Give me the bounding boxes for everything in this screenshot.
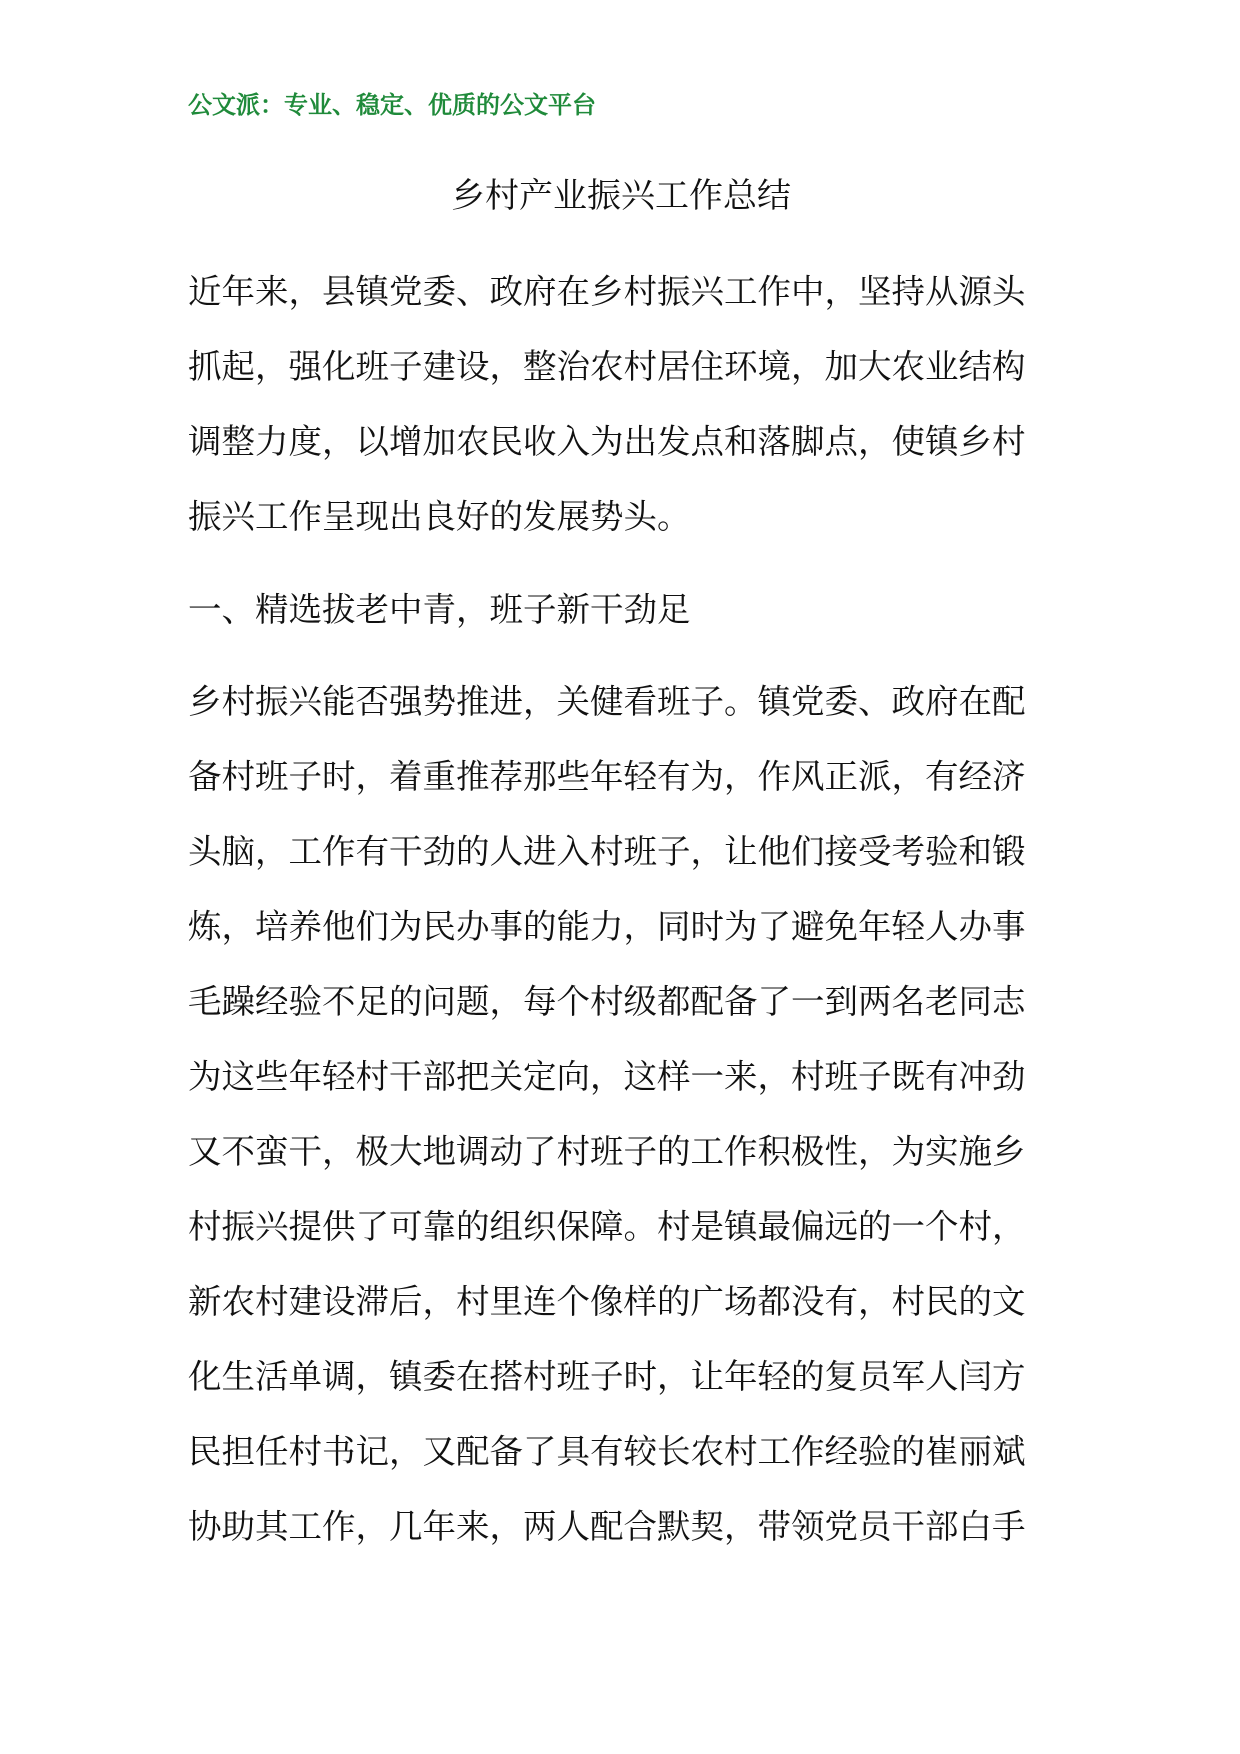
platform-tagline: 公文派：专业、稳定、优质的公文平台 [188, 91, 596, 119]
intro-line: 抓起，强化班子建设，整治农村居住环境，加大农业结构 [188, 347, 1026, 386]
paragraph-line: 又不蛮干，极大地调动了村班子的工作积极性，为实施乡 [188, 1132, 1026, 1171]
intro-paragraph [188, 254, 1054, 554]
section-paragraph [188, 664, 1054, 1564]
intro-line: 振兴工作呈现出良好的发展势头。 [188, 497, 691, 536]
paragraph-line: 协助其工作，几年来，两人配合默契，带领党员干部白手 [188, 1507, 1026, 1546]
paragraph-line: 备村班子时，着重推荐那些年轻有为，作风正派，有经济 [188, 757, 1026, 796]
paragraph-line: 头脑，工作有干劲的人进入村班子，让他们接受考验和锻 [188, 832, 1026, 871]
paragraph-line: 新农村建设滞后，村里连个像样的广场都没有，村民的文 [188, 1282, 1026, 1321]
paragraph-line: 村振兴提供了可靠的组织保障。村是镇最偏远的一个村， [188, 1207, 1026, 1246]
paragraph-line: 毛躁经验不足的问题，每个村级都配备了一到两名老同志 [188, 982, 1026, 1021]
intro-line: 近年来，县镇党委、政府在乡村振兴工作中，坚持从源头 [188, 272, 1026, 311]
section-heading-text: 一、精选拔老中青，班子新干劲足 [188, 590, 691, 629]
paragraph-line: 乡村振兴能否强势推进，关健看班子。镇党委、政府在配 [188, 682, 1026, 721]
paragraph-line: 为这些年轻村干部把关定向，这样一来，村班子既有冲劲 [188, 1057, 1026, 1096]
paragraph-line: 化生活单调，镇委在搭村班子时，让年轻的复员军人闫方 [188, 1357, 1026, 1396]
document-title: 乡村产业振兴工作总结 [451, 176, 791, 216]
paragraph-line: 民担任村书记，又配备了具有较长农村工作经验的崔丽斌 [188, 1432, 1026, 1471]
section-heading [188, 572, 1054, 647]
paragraph-line: 炼，培养他们为民办事的能力，同时为了避免年轻人办事 [188, 907, 1026, 946]
intro-line: 调整力度，以增加农民收入为出发点和落脚点，使镇乡村 [188, 422, 1026, 461]
